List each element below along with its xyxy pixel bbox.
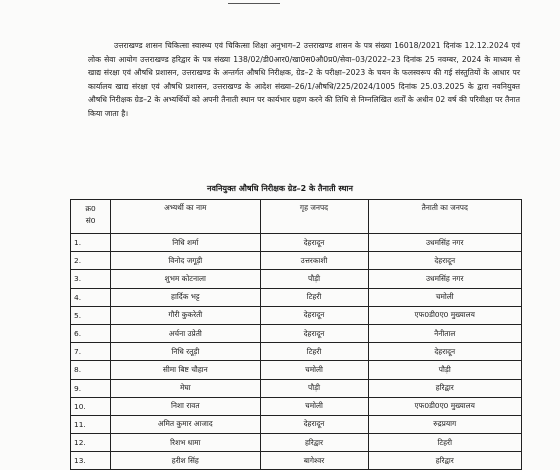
- row-sno: 2.: [71, 252, 111, 270]
- row-sno: 8.: [71, 361, 111, 379]
- row-home: पौड़ी: [260, 379, 368, 397]
- row-posting: रुद्रप्रयाग: [368, 415, 522, 433]
- header-posting-district: तैनाती का जनपद: [368, 200, 522, 234]
- row-home: देहरादून: [260, 234, 368, 252]
- table-row: [71, 234, 522, 252]
- row-home: बागेश्वर: [260, 452, 368, 470]
- table-row: [71, 397, 522, 415]
- table-row: [71, 306, 522, 324]
- row-posting: चमोली: [368, 288, 522, 306]
- row-name: हरीश सिंह: [111, 452, 260, 470]
- table-row: [71, 252, 522, 270]
- table-row: [71, 452, 522, 470]
- row-sno: 1.: [71, 234, 111, 252]
- row-sno: 3.: [71, 270, 111, 288]
- row-sno: 13.: [71, 452, 111, 470]
- header-sno-line2: सं0: [85, 216, 96, 225]
- row-posting: पौड़ी: [368, 361, 522, 379]
- table-row: [71, 379, 522, 397]
- row-home: पौड़ी: [260, 270, 368, 288]
- row-sno: 10.: [71, 397, 111, 415]
- row-home: हरिद्वार: [260, 434, 368, 452]
- table-row: [71, 324, 522, 342]
- table-row: [71, 343, 522, 361]
- row-home: देहरादून: [260, 415, 368, 433]
- row-home: उत्तरकाशी: [260, 252, 368, 270]
- row-posting: उधमसिंह नगर: [368, 234, 522, 252]
- posting-table: [70, 199, 522, 470]
- row-home: चमोली: [260, 361, 368, 379]
- row-sno: 12.: [71, 434, 111, 452]
- order-paragraph: उत्तराखण्ड शासन चिकित्सा स्वास्थ्य एवं चिकित्सा शिक्षा अनुभाग–2 उत्तराखण्ड शासन के पत्र संख्या 16018/2021 दिनांक 12.12.2024 एवं लोक सेवा आयोग उत्तराखण्ड हरिद्वार के पत्र संख्या 138/02/डी0आर0/खा0स0औ0प्र0/सेवा–03/2022–23 दिनांक 25 नवम्बर, 2024 के माध्यम से खाद्य संरक्षा एवं औषधि प्रशासन, उत्तराखण्ड के अन्तर्गत औषधि निरीक्षक, ग्रेड–2 के परीक्षा–2023 के चयन के फलस्वरूप की गई संस्तुतियों के आधार पर कार्यालय खाद्य संरक्षा एवं औषधि प्रशासन, उत्तराखण्ड के आदेश संख्या–26/1/औषधि/225/2024/1005 दिनांक 25.03.2025 के द्वारा नवनियुक्त औषधि निरीक्षक ग्रेड–2 के अभ्यर्थियों को अपनी तैनाती स्थान पर कार्यभार ग्रहण करने की तिथि से निम्नलिखित शर्तों के अधीन 02 वर्ष की परिवीक्षा पर तैनात किया जाता है।: [88, 41, 520, 118]
- row-home: टिहरी: [260, 288, 368, 306]
- row-name: हार्दिक भट्ट: [111, 288, 260, 306]
- row-name: गौरी कुकरेती: [111, 306, 260, 324]
- header-candidate-name: अभ्यर्थी का नाम: [111, 200, 260, 234]
- row-posting: उधमसिंह नगर: [368, 270, 522, 288]
- table-header-row: [71, 200, 522, 234]
- header-home-district: गृह जनपद: [260, 200, 368, 234]
- table-row: [71, 270, 522, 288]
- row-posting: एफ0डी0ए0 मुख्यालय: [368, 397, 522, 415]
- row-name: अमित कुमार आजाद: [111, 415, 260, 433]
- row-sno: 7.: [71, 343, 111, 361]
- row-name: निशा रावत: [111, 397, 260, 415]
- header-sno-line1: क्र0: [85, 204, 96, 213]
- row-sno: 6.: [71, 324, 111, 342]
- row-name: निधि रतूड़ी: [111, 343, 260, 361]
- header-underline: [228, 0, 280, 4]
- row-posting: टिहरी: [368, 434, 522, 452]
- row-name: रिशभ धामा: [111, 434, 260, 452]
- row-home: चमोली: [260, 397, 368, 415]
- row-posting: देहरादून: [368, 343, 522, 361]
- row-posting: एफ0डी0ए0 मुख्यालय: [368, 306, 522, 324]
- table-row: [71, 434, 522, 452]
- row-sno: 5.: [71, 306, 111, 324]
- row-home: देहरादून: [260, 306, 368, 324]
- row-name: विनोद जगूड़ी: [111, 252, 260, 270]
- row-posting: हरिद्वार: [368, 379, 522, 397]
- table-row: [71, 361, 522, 379]
- row-home: टिहरी: [260, 343, 368, 361]
- row-sno: 11.: [71, 415, 111, 433]
- row-posting: नैनीताल: [368, 324, 522, 342]
- header-serial-number: [71, 200, 111, 234]
- row-sno: 4.: [71, 288, 111, 306]
- row-posting: हरिद्वार: [368, 452, 522, 470]
- row-name: अर्चना उप्रेती: [111, 324, 260, 342]
- table-row: [71, 415, 522, 433]
- table-caption: नवनियुक्त औषधि निरीक्षक ग्रेड–2 के तैनाती स्थान: [207, 184, 353, 193]
- row-posting: देहरादून: [368, 252, 522, 270]
- row-home: देहरादून: [260, 324, 368, 342]
- row-name: शुभम कोटनाला: [111, 270, 260, 288]
- row-name: सीमा बिष्ट चौहान: [111, 361, 260, 379]
- row-name: निधि शर्मा: [111, 234, 260, 252]
- table-row: [71, 288, 522, 306]
- row-sno: 9.: [71, 379, 111, 397]
- row-name: मेघा: [111, 379, 260, 397]
